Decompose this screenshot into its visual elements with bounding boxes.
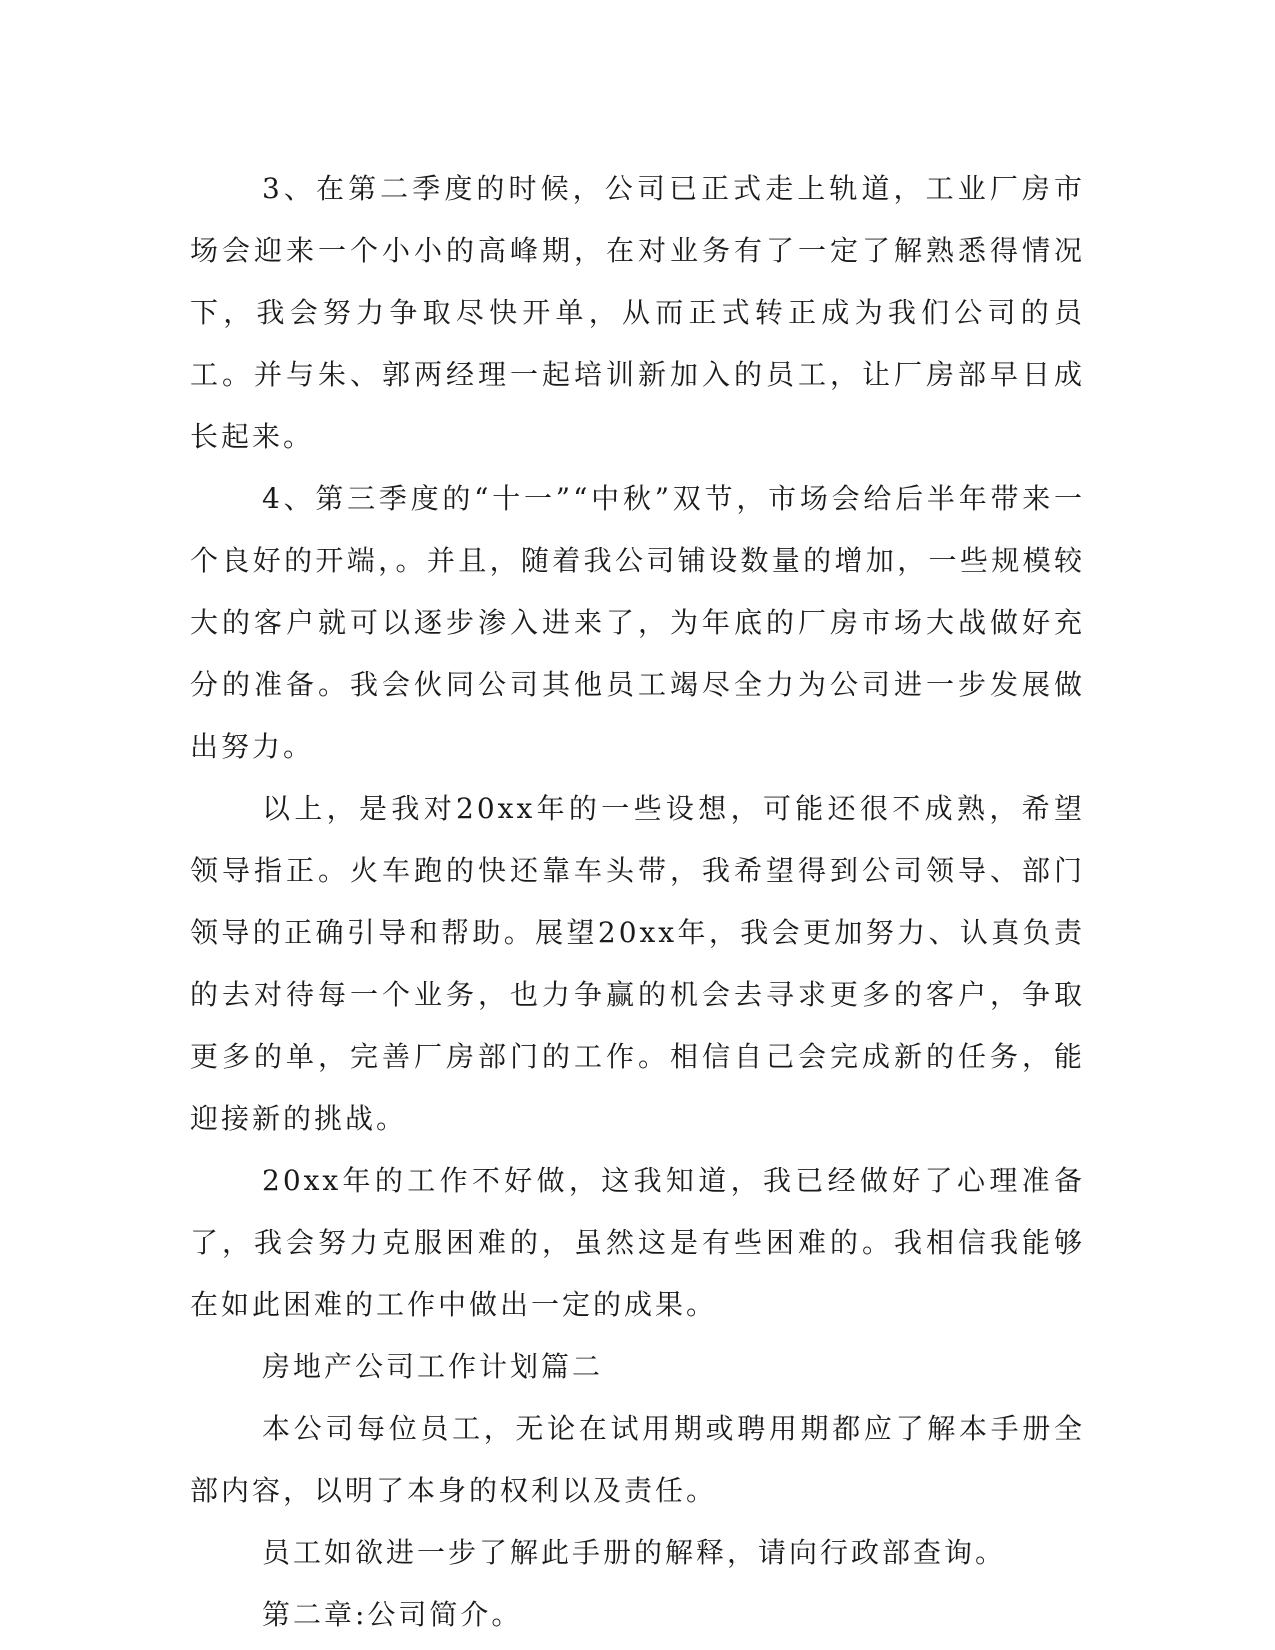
paragraph-q2-plan: 3、在第二季度的时候，公司已正式走上轨道，工业厂房市场会迎来一个小小的高峰期，在对业务有了一定了解熟悉得情况下，我会努力争取尽快开单，从而正式转正成为我们公司的员工。并与朱、郭两经理一起培训新加入的员工，让厂房部早日成长起来。 <box>190 172 1085 453</box>
paragraph-handbook-query: 员工如欲进一步了解此手册的解释，请向行政部查询。 <box>262 1536 1007 1569</box>
section-heading: 房地产公司工作计划篇二 <box>262 1350 604 1383</box>
chapter-heading: 第二章:公司简介。 <box>262 1598 523 1631</box>
document-body <box>190 158 1085 1646</box>
paragraph-q3-plan: 4、第三季度的“十一”“中秋”双节，市场会给后半年带来一个良好的开端，。并且，随着我公司铺设数量的增加，一些规模较大的客户就可以逐步渗入进来了，为年底的厂房市场大战做好充分的准备。我会伙同公司其他员工竭尽全力为公司进一步发展做出努力。 <box>190 482 1085 763</box>
paragraph-handbook-intro: 本公司每位员工，无论在试用期或聘用期都应了解本手册全部内容，以明了本身的权利以及责任。 <box>190 1412 1085 1507</box>
paragraph-summary: 以上，是我对20xx年的一些设想，可能还很不成熟，希望领导指正。火车跑的快还靠车头带，我希望得到公司领导、部门领导的正确引导和帮助。展望20xx年，我会更加努力、认真负责的去对待每一个业务，也力争赢的机会去寻求更多的客户，争取更多的单，完善厂房部门的工作。相信自己会完成新的任务，能迎接新的挑战。 <box>190 792 1085 1135</box>
paragraph-outlook: 20xx年的工作不好做，这我知道，我已经做好了心理准备了，我会努力克服困难的，虽然这是有些困难的。我相信我能够在如此困难的工作中做出一定的成果。 <box>190 1164 1085 1321</box>
